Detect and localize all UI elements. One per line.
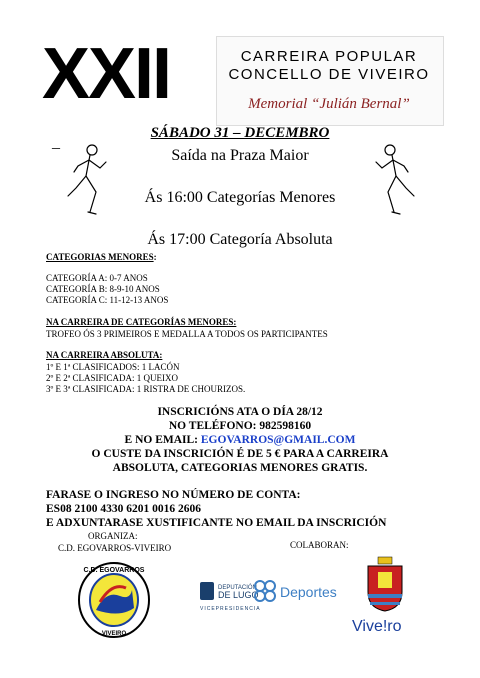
memorial-title: Memorial “Julián Bernal” [248, 96, 410, 112]
time-absoluta: Ás 17:00 Categoría Absoluta [147, 231, 333, 248]
categorias-heading [46, 252, 157, 263]
event-number: XXII [42, 34, 171, 114]
organiza-label: ORGANIZA: [88, 531, 138, 541]
email-prefix: E NO EMAIL: [124, 434, 201, 446]
event-title-line2: CONCELLO DE VIVEIRO [228, 66, 430, 83]
viveiro-logo: Vive!ro [352, 618, 402, 635]
event-date: SÁBADO 31 – DECEMBRO [150, 125, 330, 141]
runner-left-icon [62, 140, 122, 220]
start-location: Saída na Praza Maior [171, 147, 309, 164]
inscricions-phone: NO TELÉFONO: 982598160 [168, 420, 312, 432]
club-logo-bottom-text: VIVEIRO [101, 631, 127, 637]
deputacion-label-2: DE LUGO [218, 590, 259, 600]
runner-right-icon [362, 140, 422, 220]
ingreso-iban: ES08 2100 4330 6201 0016 2606 [46, 503, 201, 515]
colaboran-label: COLABORAN: [290, 540, 349, 550]
categorias-heading-text: CATEGORIAS MENORES [46, 252, 154, 262]
club-logo [76, 560, 152, 640]
deputacion-label-1: DEPUTACIÓN [218, 585, 257, 591]
categorias-heading-colon: : [153, 252, 157, 262]
ingreso-heading: FARASE O INGRESO NO NÚMERO DE CONTA: [46, 489, 301, 501]
inscricions-cost: O CUSTE DA INSCRICIÓN É DE 5 € PARA A CARREIRA [91, 448, 389, 460]
club-logo-top-text: C.D. EGOVARROS [83, 567, 145, 574]
vicepresidencia-label: VICEPRESIDENCIA [200, 606, 261, 612]
inscricions-cost-2: ABSOLUTA, CATEGORIAS MENORES GRATIS. [112, 462, 368, 474]
viveiro-shield-icon [364, 556, 406, 612]
event-title-line1: CARREIRA POPULAR [240, 48, 418, 65]
carreira-menores-text: TROFEO ÓS 3 PRIMEIROS E MEDALLA A TODOS OS PARTICIPANTES [46, 329, 328, 339]
premio-3: 3º E 3ª CLASIFICADA: 1 RISTRA DE CHOURIZOS. [46, 384, 246, 394]
ingreso-xustificante: E ADXUNTARASE XUSTIFICANTE NO EMAIL DA INSCRICIÓN [46, 517, 387, 529]
organiza-name: C.D. EGOVARROS-VIVEIRO [58, 543, 172, 553]
deportes-label: Deportes [280, 584, 337, 600]
categoria-a: CATEGORÍA A: 0-7 ANOS [46, 273, 148, 283]
inscricions-email-line [0, 434, 480, 446]
categoria-b: CATEGORÍA B: 8-9-10 ANOS [46, 284, 160, 294]
deputacion-logo [198, 578, 342, 612]
email-link[interactable]: EGOVARROS@GMAIL.COM [200, 434, 356, 446]
dash-mark: _ [52, 134, 60, 151]
carreira-absoluta-heading: NA CARREIRA ABSOLUTA: [46, 350, 163, 360]
premio-2: 2º E 2ª CLASIFICADA: 1 QUEIXO [46, 373, 179, 383]
time-menores: Ás 16:00 Categorías Menores [144, 189, 336, 206]
inscricions-deadline: INSCRICIÓNS ATA O DÍA 28/12 [157, 406, 323, 418]
premio-1: 1º E 1ª CLASIFICADOS: 1 LACÓN [46, 362, 180, 372]
categoria-c: CATEGORÍA C: 11-12-13 ANOS [46, 295, 169, 305]
carreira-menores-heading: NA CARREIRA DE CATEGORÍAS MENORES: [46, 317, 237, 327]
